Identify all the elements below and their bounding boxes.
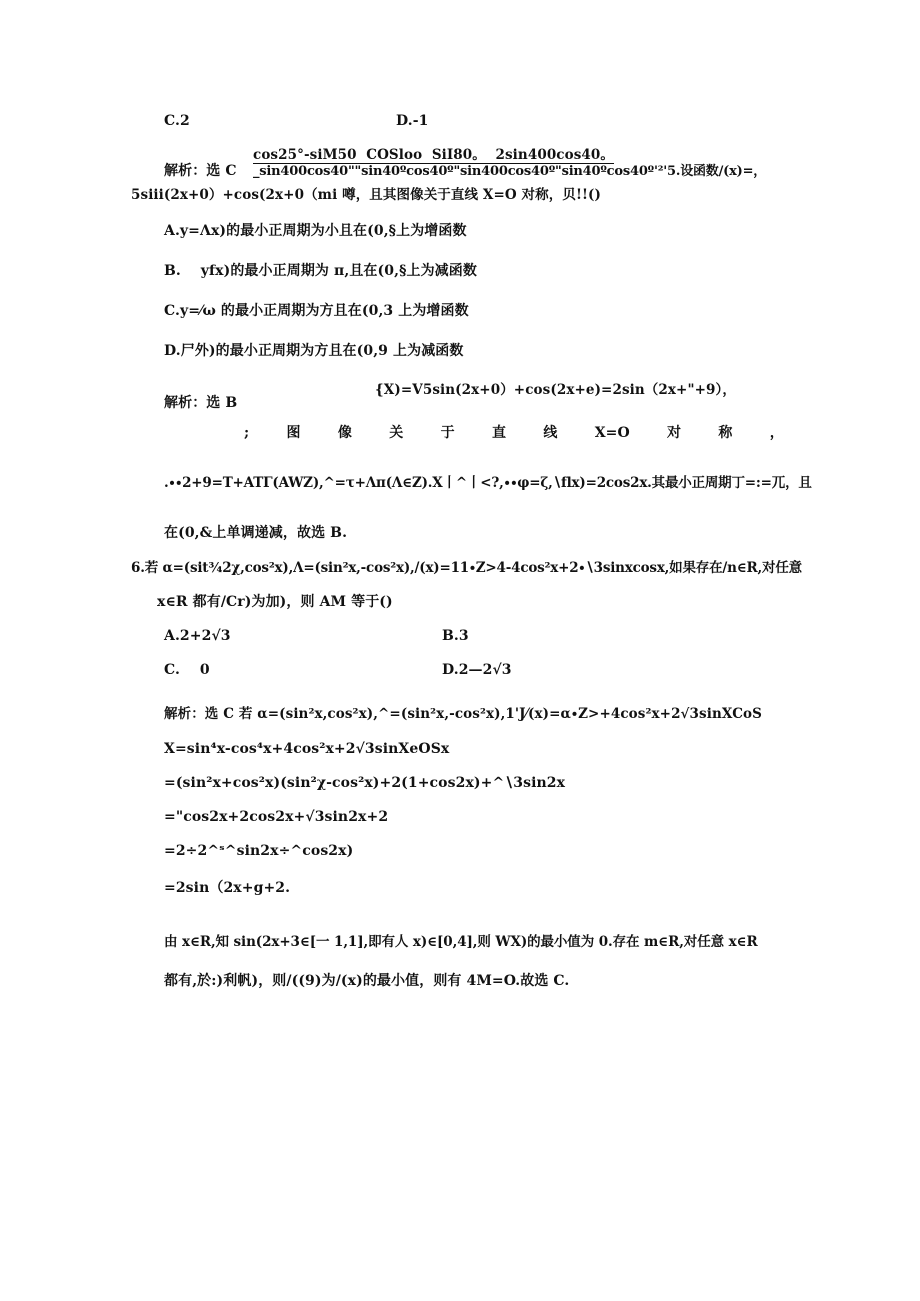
q6-option-b: B.3	[442, 628, 469, 644]
solution-label-2: 解析：选 B	[164, 395, 238, 411]
sym-token: 直	[491, 425, 507, 441]
solution-6-line-2: X=sin⁴x-cos⁴x+4cos²x+2√3sinXeOSx	[164, 741, 450, 757]
solution-label-1: 解析：选 C	[164, 163, 237, 179]
sym-token: 图	[286, 425, 301, 441]
sym-token: ;	[244, 425, 250, 441]
solution-6-line-5: =2÷2^ˢ^sin2x÷^cos2x)	[164, 843, 354, 859]
fraction-numerator-text: cos25°-siM50 COSloo SiI80。 2sin400cos40。	[253, 147, 615, 163]
sym-token: 线	[543, 425, 558, 441]
solution-6-line-6: =2sin（2x+g+2.	[164, 880, 291, 896]
q5-option-a: A.y=Λx)的最小正周期为小且在(0,§上为增函数	[164, 223, 467, 239]
solution-6-line-4: ="cos2x+2cos2x+√3sin2x+2	[164, 809, 389, 825]
question-6-stem: 6.若 α=(sit¾2χ,cos²x),Λ=(sin²x,-cos²x),/(x)=11∙Z>4-4cos²x+2∙∖3sinxcosx,如果存在/n∈R,对任意	[131, 560, 802, 576]
solution-6-line-3: =(sin²x+cos²x)(sin²χ-cos²x)+2(1+cos2x)+^∖3sin2x	[164, 775, 566, 791]
solution-6-conclusion: 都有,於:)利帆)，则/((9)为/(x)的最小值，则有 4M=O.故选 C.	[164, 973, 570, 989]
fraction-numerator	[253, 146, 614, 164]
solution-6-line-1: 解析：选 C 若 α=(sin²x,cos²x),^=(sin²x,-cos²x),1'J⁄(x)=α∙Z>+4cos²x+2√3sinXCoS	[164, 706, 763, 722]
sym-token: 称	[718, 425, 733, 441]
derivation-line: .∙∙2+9=T+ATΓ(AWZ),^=τ+Λπ(Λ∈Z).X丨^丨<?,∙∙φ=ζ,∖flx)=2cos2x.其最小正周期丁=:=兀，且	[164, 475, 812, 491]
q6-option-a: A.2+2√3	[164, 628, 231, 644]
sym-token: 于	[440, 425, 455, 441]
option-c-prev: C.2	[164, 113, 190, 129]
q5-option-d: D.尸外)的最小正周期为方且在(0,9 上为减函数	[164, 343, 464, 359]
sym-token: 对	[667, 425, 682, 441]
solution-formula: {X)=V5sin(2x+0）+cos(2x+e)=2sin（2x+"+9），	[375, 382, 736, 398]
question-6-stem-cont: x∈R 都有/Cr)为加)，则 AM 等于()	[157, 594, 393, 610]
q5-option-b: B. yfx)的最小正周期为 π,且在(0,§上为减函数	[164, 263, 477, 279]
symmetry-line	[244, 424, 784, 442]
sym-token: X=O	[594, 425, 630, 441]
fraction-denominator-line: _sin400cos40""sin40ºcos40º"sin400cos40º"sin40ºcos40º'²'5.设函数/(x)=，	[253, 164, 767, 179]
q5-option-c: C.y=⁄ω 的最小正周期为方且在(0,3 上为增函数	[164, 303, 469, 319]
option-d-prev: D.-1	[396, 113, 429, 129]
sym-token: ，	[769, 425, 784, 441]
q6-option-c: C. 0	[164, 662, 210, 678]
solution-6-line-7: 由 x∈R,知 sin(2x+3∈[一 1,1],即有人 x)∈[0,4],则 WX)的最小值为 0.存在 m∈R,对任意 x∈R	[164, 934, 758, 950]
sym-token: 关	[389, 425, 404, 441]
solution-conclusion-1: 在(0,&上单调递减，故选 B.	[164, 525, 348, 541]
q6-option-d: D.2—2√3	[442, 662, 512, 678]
sym-token: 像	[337, 425, 352, 441]
question-5-stem: 5siii(2x+0）+cos(2x+0（mi 噂，且其图像关于直线 X=O 对称，贝!!()	[131, 187, 601, 203]
